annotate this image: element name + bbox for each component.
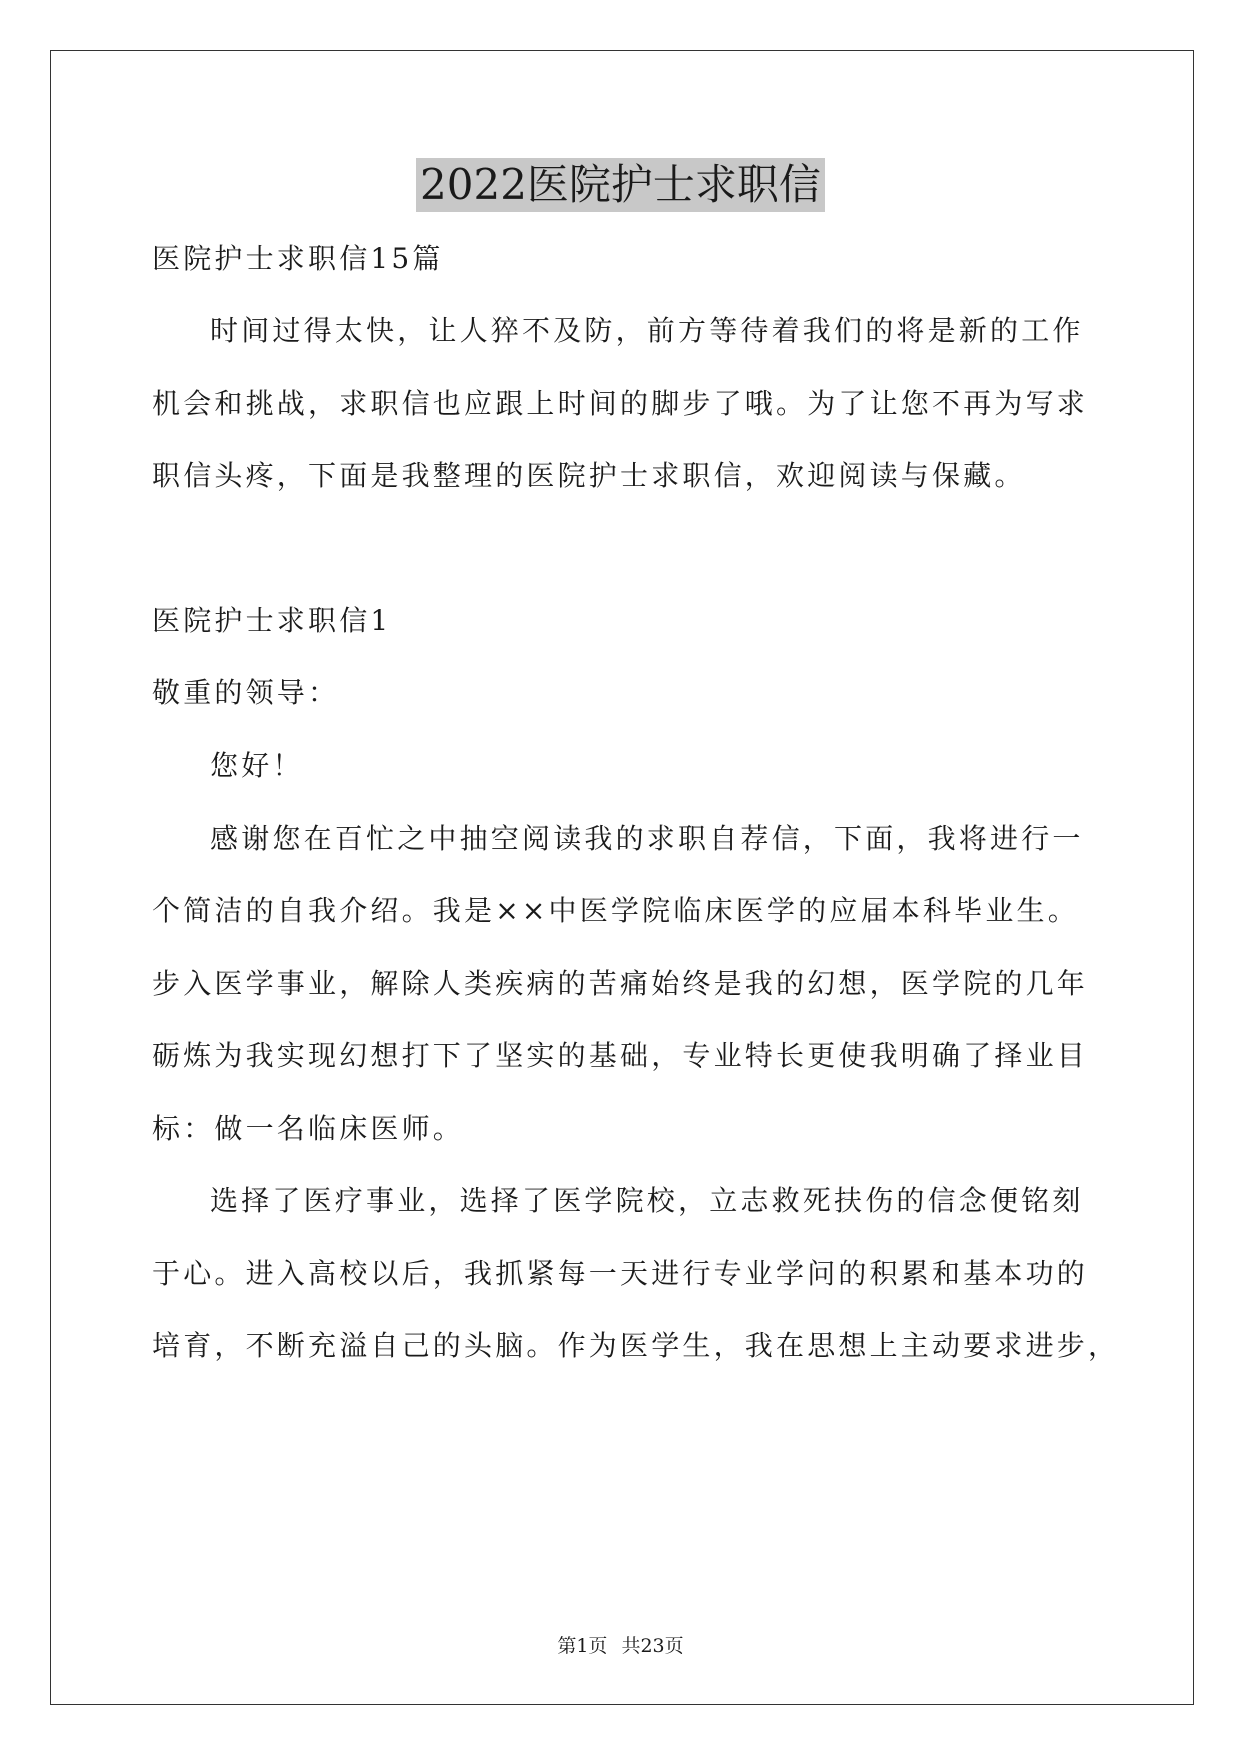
body-line-2: 个简洁的自我介绍。我是××中医学院临床医学的应届本科毕业生。 <box>152 894 1079 927</box>
body-line-3: 步入医学事业，解除人类疾病的苦痛始终是我的幻想，医学院的几年 <box>152 967 1089 1000</box>
intro-line-3: 职信头疼，下面是我整理的医院护士求职信，欢迎阅读与保藏。 <box>152 459 1026 492</box>
intro-line-1: 时间过得太快，让人猝不及防，前方等待着我们的将是新的工作 <box>210 314 1084 347</box>
body-line-8: 培育，不断充溢自己的头脑。作为医学生，我在思想上主动要求进步， <box>152 1329 1120 1362</box>
body-line-5: 标：做一名临床医师。 <box>152 1112 465 1145</box>
salutation: 敬重的领导： <box>152 676 340 709</box>
document-title <box>0 158 1241 212</box>
page-footer <box>0 1633 1241 1659</box>
body-line-1: 感谢您在百忙之中抽空阅读我的求职自荐信，下面，我将进行一 <box>210 822 1084 855</box>
body-line-7: 于心。进入高校以后，我抓紧每一天进行专业学问的积累和基本功的 <box>152 1257 1089 1290</box>
greeting: 您好！ <box>210 749 304 782</box>
page-total: 共23页 <box>621 1635 684 1657</box>
body-line-4: 砺炼为我实现幻想打下了坚实的基础，专业特长更使我明确了择业目 <box>152 1039 1089 1072</box>
section-heading: 医院护士求职信1 <box>152 604 392 637</box>
page-border <box>50 50 1194 1705</box>
intro-line-2: 机会和挑战，求职信也应跟上时间的脚步了哦。为了让您不再为写求 <box>152 387 1089 420</box>
body-line-6: 选择了医疗事业，选择了医学院校，立志救死扶伤的信念便铭刻 <box>210 1184 1084 1217</box>
page-number: 第1页 <box>557 1635 608 1657</box>
subtitle-line: 医院护士求职信15篇 <box>152 242 444 275</box>
document-title-text: 2022医院护士求职信 <box>416 158 825 212</box>
